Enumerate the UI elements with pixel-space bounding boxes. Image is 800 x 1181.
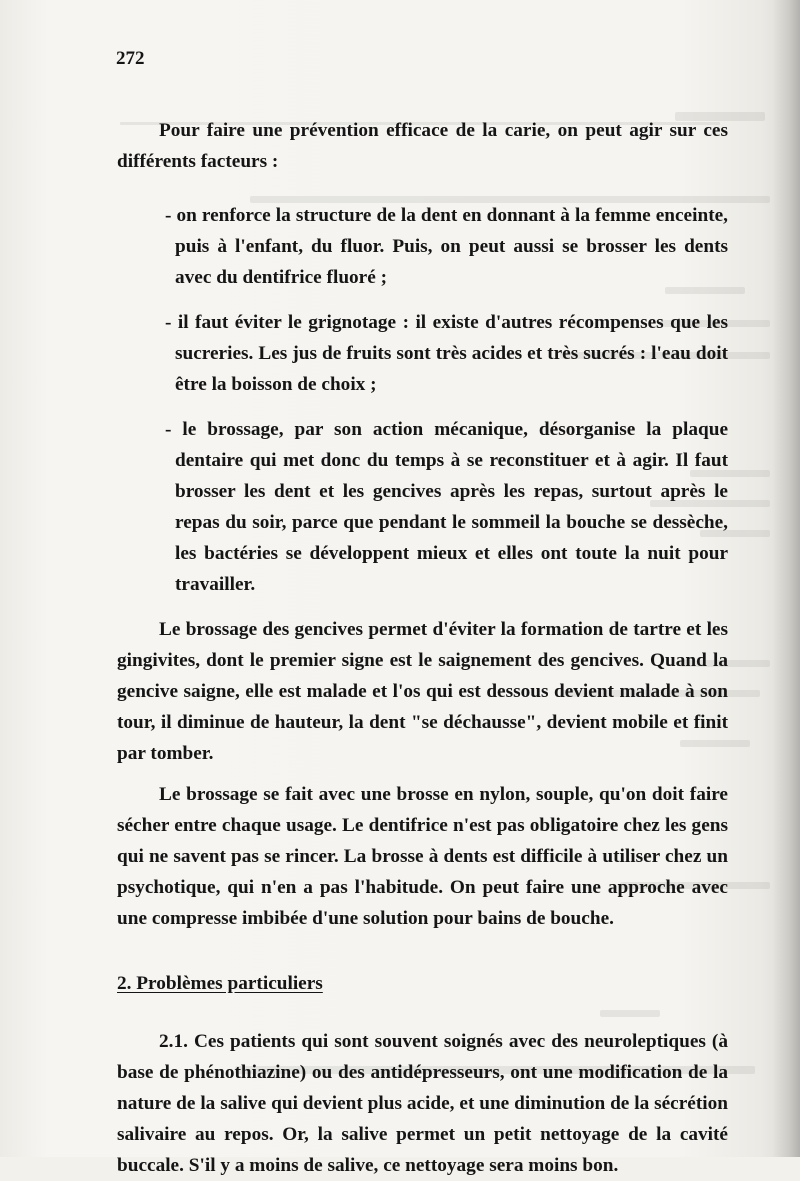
- subsection-text: Ces patients qui sont souvent soignés avec des neuroleptiques (à base de phénothiazine) ou des antidépresseurs, ont une modification de la nature de la salive qui devient plus acide, et une diminution de la sécrétion salivaire au repos. Or, la salive permet un petit nettoyage de la cavité buccale. S'il y a moins de salive, ce nettoyage sera moins bon.: [117, 1031, 728, 1176]
- list-item: - il faut éviter le grignotage : il existe d'autres récompenses que les sucreries. Les jus de fruits sont très acides et très sucrés : l'eau doit être la boisson de choix ;: [165, 312, 728, 395]
- factor-list: [117, 200, 728, 600]
- list-item: - on renforce la structure de la dent en donnant à la femme enceinte, puis à l'enfant, du fluor. Puis, on peut aussi se brosser les dents avec du dentifrice fluoré ;: [165, 205, 728, 288]
- subsection-paragraph: [117, 1026, 728, 1181]
- spine-shadow: [772, 0, 800, 1157]
- subsection-number: 2.1.: [159, 1031, 188, 1052]
- intro-paragraph: Pour faire une prévention efficace de la carie, on peut agir sur ces différents facteurs :: [117, 120, 728, 172]
- page-number: 272: [116, 48, 145, 69]
- list-item: - le brossage, par son action mécanique, désorganise la plaque dentaire qui met donc du temps à se reconstituer et à agir. Il faut brosser les dent et les gencives après les repas, surtout après le repas du soir, parce que pendant le sommeil la bouche se dessèche, les bactéries se développent mieux et elles ont toute la nuit pour travailler.: [165, 419, 728, 595]
- section-heading: 2. Problèmes particuliers: [117, 973, 323, 994]
- body-text: [117, 115, 728, 1181]
- brush-type-paragraph: Le brossage se fait avec une brosse en nylon, souple, qu'on doit faire sécher entre chaque usage. Le dentifrice n'est pas obligatoire chez les gens qui ne savent pas se rincer. La brosse à dents est difficile à utiliser chez un psychotique, qui n'en a pas l'habitude. On peut faire une approche avec une compresse imbibée d'une solution pour bains de bouche.: [117, 784, 728, 929]
- gum-brushing-paragraph: Le brossage des gencives permet d'éviter la formation de tartre et les gingivites, dont le premier signe est le saignement des gencives. Quand la gencive saigne, elle est malade et l'os qui est dessous devient malade à son tour, il diminue de hauteur, la dent "se déchausse", devient mobile et finit par tomber.: [117, 619, 728, 764]
